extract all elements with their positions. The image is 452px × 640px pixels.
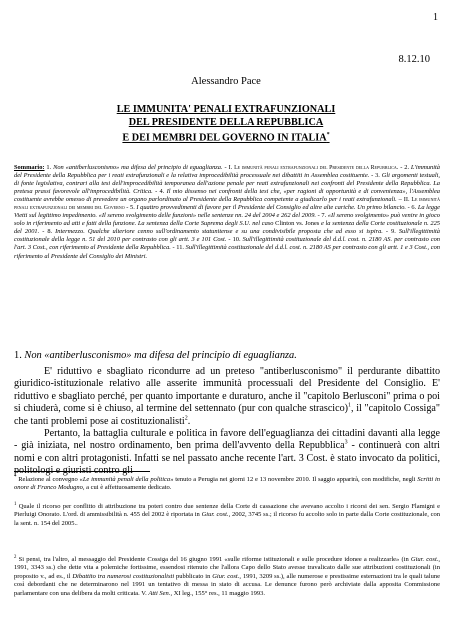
summary-part-2: Le immunità penali extrafunzionali dei membri del Governo bbox=[14, 197, 440, 212]
footnote-text: , 2002, 3745 ss.; il ricorso fu accolto solo in parte dalla Corte costituzionale, con la sent. n. 154 del 2005.. bbox=[14, 511, 440, 527]
footnote-ref: 1 bbox=[348, 402, 351, 409]
paragraph-text: E' riduttivo e sbagliato ricondurre ad un preteso "antiberlusconismo" il perdurante dibattito giuridico-istituzionale relativo alle asserite immunità processuali del Presidente del Consiglio. E' riduttivo e sbagliato perché, per quanto importante e duraturo, anche il "capitolo Berlusconi" prima o poi si chiuderà, come si è chiuso, al termine del settennato (pur con qualche strascico) bbox=[14, 366, 440, 415]
footnote-italic: Scritti in onore di Franco Modugno bbox=[14, 476, 440, 492]
summary-item-3: Gli argomenti testuali, di fonte legislativa, contrari alla tesi dell'improcedibilità temporanea dell'azione penale per reati extrafunzionali nei confronti del Presidente della Repubblica. La pretesa prassi favorevole all'improcedibilità. Critica. bbox=[14, 172, 440, 196]
summary-item-4: Il mio dissenso nei confronti della tesi che, «per ragioni di opportunità e di convenienza», l'Assemblea costituente avrebbe omesso di prevedere un organo parlordinato al Presidente della Repubblica competente a giudicarlo per i reati extrafunzionali. bbox=[14, 188, 440, 204]
footnote-italic: Le immunità penali della politica bbox=[82, 476, 171, 483]
footnote-divider bbox=[14, 471, 150, 472]
footnote-star bbox=[14, 476, 440, 493]
summary-item-7: «Il sereno svolgimento» può venire in gioco solo in riferimento ad atti e fatti della funzione. La sentenza della Corte Suprema degli S.U. nel caso bbox=[14, 212, 440, 228]
summary-item-number: 1. bbox=[44, 164, 54, 171]
summary-item-number: - 8. bbox=[39, 228, 56, 236]
summary-item-number: - 6. bbox=[406, 204, 418, 212]
summary-case-name: Clinton vs. Jones bbox=[273, 220, 321, 228]
footnote-text: , XI leg., 155° res., 11 maggio 1993. bbox=[170, 589, 266, 597]
summary-item-number: - 9. bbox=[382, 228, 399, 236]
footnote-text: , 1991, 3343 ss.) che dette vita a polemiche fortissime, essendosi ritenuto che l'allora Capo dello Stato avesse travalicato dalle sue attribuzioni costituzionali (in proposito v., ad es., il bbox=[14, 556, 440, 580]
summary-item-number: - 5. bbox=[124, 204, 137, 212]
section-number: 1. bbox=[14, 350, 25, 361]
section-title: Non «antiberlusconismo» ma difesa del principio di eguaglianza. bbox=[24, 350, 297, 361]
author-name: Alessandro Pace bbox=[191, 76, 261, 87]
summary-item-9: Sull'illegittimità costituzionale della legge n. 51 del 2010 per contrasto con gli artt. 3 e 101 Cost. bbox=[14, 228, 440, 244]
summary-item-number: . - 2. bbox=[396, 164, 411, 171]
paragraph-text: , il "capitolo Cossiga" che tanti problemi pose ai costituzionalisti bbox=[14, 403, 440, 427]
summary-item-11: Sull'illegittimità costituzionale del d.d.l. cost. n. 2180 AS per contrasto con gli artt. 1 e 3 Cost., con riferimento al Presidente del Consiglio dei Ministri. bbox=[14, 244, 440, 260]
title-line-2: DEL PRESIDENTE DELLA REPUBBLICA bbox=[128, 116, 324, 128]
paragraph-text: . bbox=[187, 415, 191, 427]
footnote-text: Relazione al convegno « bbox=[16, 476, 83, 483]
summary-item-7-end: e la sentenza della Corte costituzionale n. 225 del 2001. bbox=[14, 220, 441, 236]
footnote-italic: Giur. cost. bbox=[201, 511, 229, 519]
footnote-ref: 2 bbox=[184, 415, 188, 422]
summary-item-number: - 3. bbox=[369, 172, 382, 180]
summary-item-number: - 7. bbox=[316, 212, 328, 220]
footnote-mark: 2 bbox=[14, 554, 17, 560]
footnote-2 bbox=[14, 556, 440, 598]
document-title bbox=[40, 104, 412, 145]
footnote-text: Si pensi, tra l'altro, al messaggio del Presidente Cossiga del 16 giugno 1991 «sulle riforme istituzionali e sulle procedure idonee a realizzarle» (in bbox=[16, 556, 411, 563]
footnote-1 bbox=[14, 503, 440, 528]
summary-label: Sommario: bbox=[14, 164, 45, 171]
summary-item-1: Non «antiberlusconismo» ma difesa del principio di eguaglianza. bbox=[53, 164, 223, 171]
title-line-3 bbox=[40, 129, 412, 145]
footnote-text: Quale il ricorso per conflitto di attribuzione tra poteri contro due sentenze della Corte di cassazione che avevano accolto i ricorsi dei sen. Sergio Flamigni e Pierluigi Onorato. L'ord. di ammissibilità n. 455 del 2002 è riportata in bbox=[14, 503, 440, 519]
body-text bbox=[14, 366, 440, 478]
summary-item-number: - 4. bbox=[152, 188, 167, 196]
summary-part-1: Le immunità penali extrafunzionali del Presidente della Repubblica bbox=[234, 165, 397, 171]
summary-item-5: I quattro provvedimenti di favore per il Presidente del Consiglio ed altre alte cariche. Un primo bilancio. bbox=[136, 204, 407, 212]
footnote-ref: 3 bbox=[344, 440, 348, 447]
footnote-text: , a cui è affettuosamente dedicato. bbox=[82, 484, 172, 492]
title-footnote-mark: * bbox=[326, 132, 330, 139]
footnote-text: » tenuto a Perugia nei giorni 12 e 13 novembre 2010. Il saggio apparirà, con modifiche, negli bbox=[170, 476, 418, 483]
footnote-italic: Dibattito tra numerosi costituzionalisti bbox=[72, 572, 175, 580]
footnote-mark: 1 bbox=[14, 501, 17, 507]
paragraph bbox=[14, 366, 440, 428]
footnote-mark: * bbox=[14, 474, 17, 480]
summary-part-number: – II. bbox=[396, 196, 412, 204]
footnote-italic: Atti Sen. bbox=[148, 589, 171, 597]
footnote-text: , 1991, 3209 ss.), alle numerose e prestissime esternazioni tra le quali talune così debordanti che ne determinarono nel 1991 un tentativo di messa in stato di accusa. Le denunce furono però archiviate dalla apposita Commissione parlamentare con una delibera da molti criticata. V. bbox=[14, 572, 440, 597]
title-line-1: LE IMMUNITA' PENALI EXTRAFUNZIONALI bbox=[116, 104, 336, 115]
footnote-text: pubblicato in bbox=[174, 572, 213, 580]
summary-item-8: Intermezzo. Qualche ulteriore cenno sull'ordinamento statunitense e su una condivisibile proposta che ad esso si ispira. bbox=[55, 228, 383, 236]
summary-item-number: - 11. bbox=[170, 244, 186, 252]
title-line-3-text: E DEI MEMBRI DEL GOVERNO IN ITALIA bbox=[122, 132, 327, 144]
summary-item-number: - 10. bbox=[226, 236, 243, 244]
paragraph-text: Pertanto, la battaglia culturale e politica in favore dell'eguaglianza dei cittadini davanti alla legge - già iniziata, nel nostro ordinamento, ben prima dell'avvento della Repubblica bbox=[14, 428, 440, 452]
summary bbox=[14, 164, 440, 261]
paragraph-text: - continuerà con altri nomi e con altri protagonisti. Infatti se nel passato anche recente l'art. 3 Cost. è stato invocato da politici, politologi e giuristi contro gli bbox=[14, 440, 440, 477]
document-date: 8.12.10 bbox=[398, 54, 430, 65]
section-heading bbox=[14, 350, 440, 361]
summary-item-6: La legge Vietti sul legittimo impedimento. «Il sereno svolgimento delle funzioni» nelle sentenze nn. 24 del 2004 e 262 del 2009. bbox=[14, 204, 441, 220]
footnote-italic: Giur. cost. bbox=[410, 556, 439, 563]
page-number: 1 bbox=[433, 12, 438, 23]
summary-item-2: L'immunità del Presidente della Repubblica per i reati extrafunzionali e la relativa improcedibilità processuale nei dibattiti in Assemblea costituente. bbox=[14, 164, 440, 180]
summary-item-10: Sull'illegittimità costituzionale del d.d.l. cost. n. 2180 AS. per contrasto con l'art. 3 Cost., con riferimento al Presidente della Repubblica. bbox=[14, 236, 440, 252]
footnote-italic: Giur. cost. bbox=[212, 572, 240, 580]
summary-part-number: - I. bbox=[222, 164, 235, 171]
